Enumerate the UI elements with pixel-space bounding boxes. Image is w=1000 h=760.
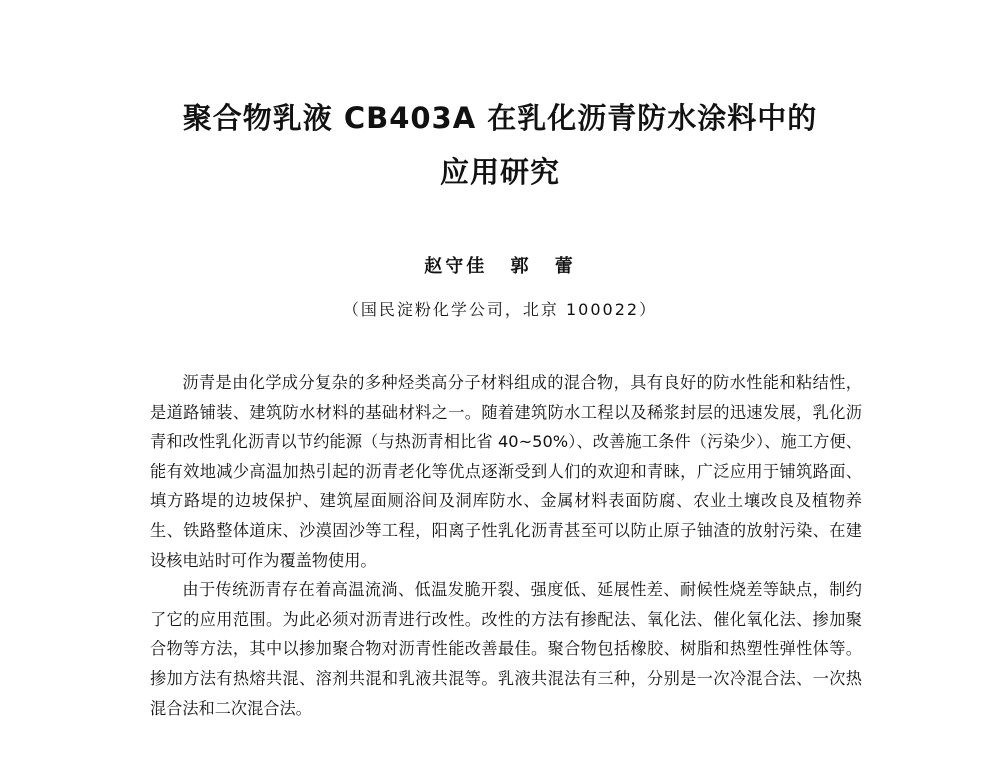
body-paragraph-1: 沥青是由化学成分复杂的多种烃类高分子材料组成的混合物，具有良好的防水性能和粘结性，是道路铺装、建筑防水材料的基础材料之一。随着建筑防水工程以及稀浆封层的迅速发展，乳化沥青和改性乳化沥青以节约能源（与热沥青相比省 40~50%）、改善施工条件（污染少）、施工方便、能有效地减少高温加热引起的沥青老化等优点逐渐受到人们的欢迎和青睐，广泛应用于铺筑路面、填方路堤的边坡保护、建筑屋面厕浴间及洞库防水、金属材料表面防腐、农业土壤改良及植物养生、铁路整体道床、沙漠固沙等工程，阳离子性乳化沥青甚至可以防止原子铀渣的放射污染、在建设核电站时可作为覆盖物使用。 — [150, 373, 862, 570]
affiliation: （国民淀粉化学公司，北京 100022） — [342, 300, 658, 319]
authors: 赵守佳 郭 蕾 — [424, 256, 576, 277]
body-text — [150, 368, 862, 723]
body-paragraph-2: 由于传统沥青存在着高温流淌、低温发脆开裂、强度低、延展性差、耐候性烧差等缺点，制约了它的应用范围。为此必须对沥青进行改性。改性的方法有掺配法、氧化法、催化氧化法、掺加聚合物等方法，其中以掺加聚合物对沥青性能改善最佳。聚合物包括橡胶、树脂和热塑性弹性体等。掺加方法有热熔共混、溶剂共混和乳液共混等。乳液共混法有三种，分别是一次冷混合法、一次热混合法和二次混合法。 — [150, 580, 862, 718]
paper-title-line-1: 聚合物乳液 CB403A 在乳化沥青防水涂料中的 — [182, 101, 818, 135]
paper-title-line-2: 应用研究 — [439, 155, 560, 189]
